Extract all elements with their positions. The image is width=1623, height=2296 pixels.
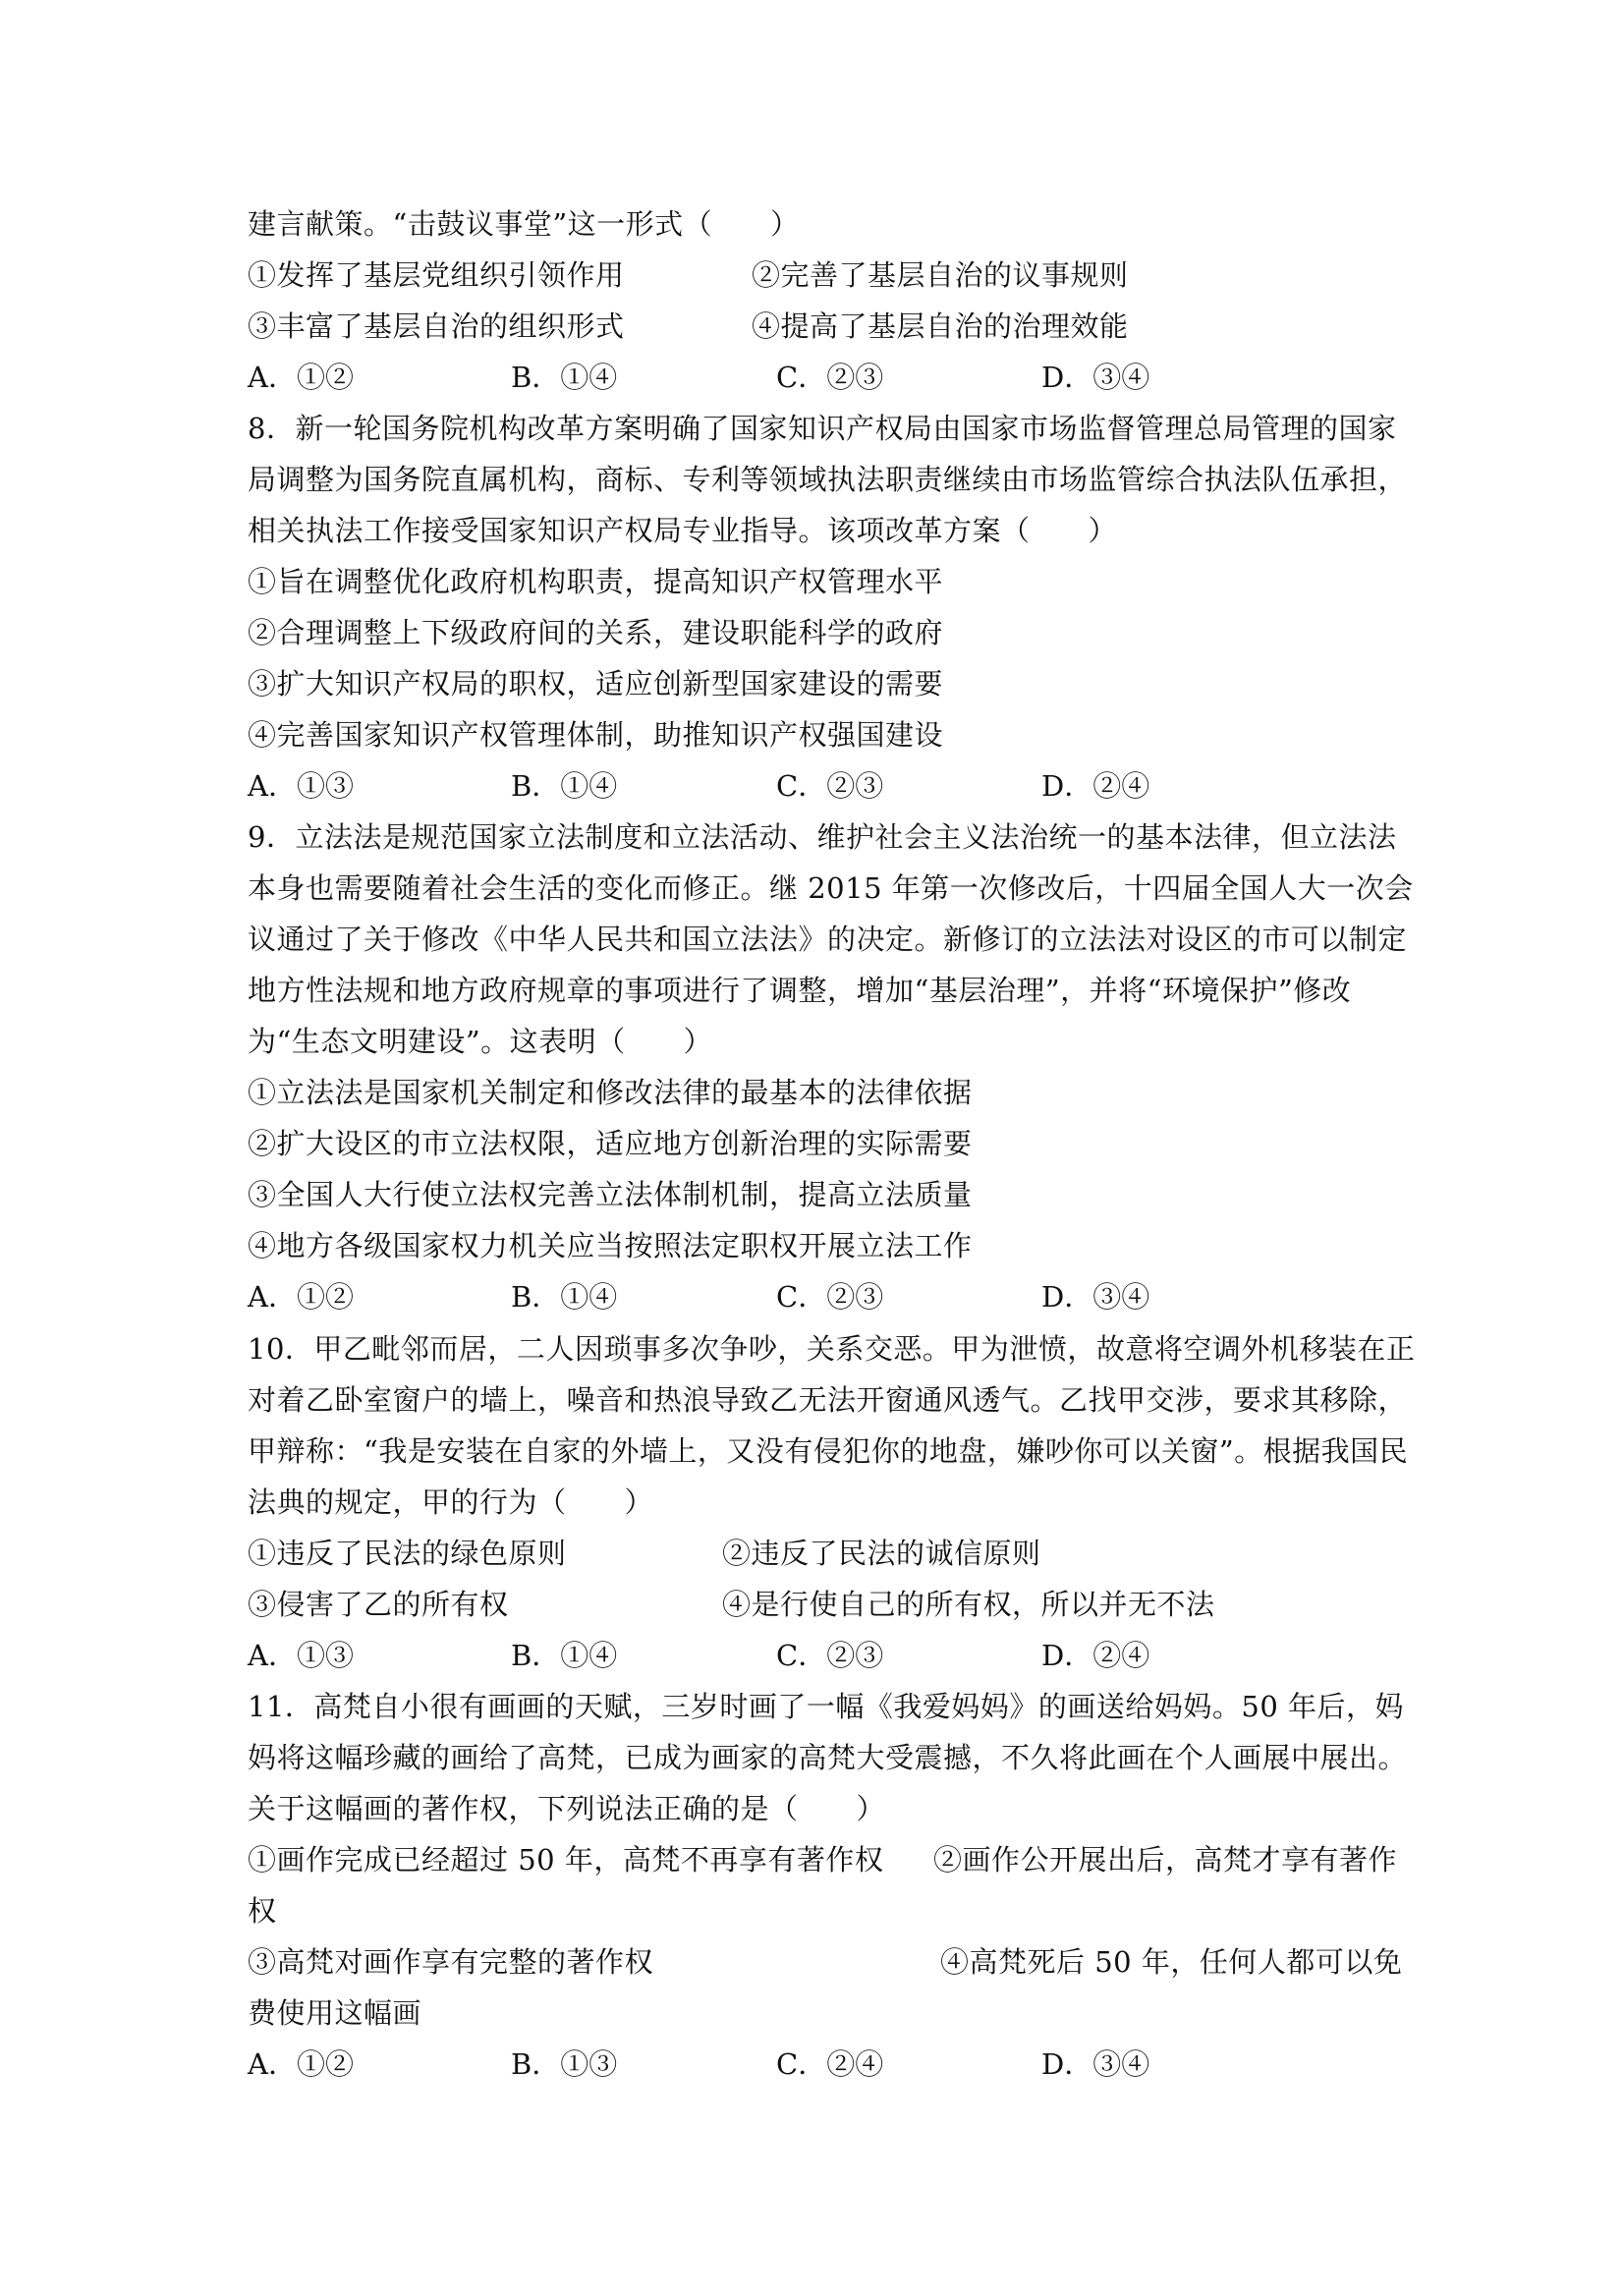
q11-statement-2-wrap: 权: [248, 1894, 277, 1928]
q8-stem-line-3: 相关执法工作接受国家知识产权局专业指导。该项改革方案（ ）: [248, 514, 1118, 547]
q8-stem-line-1: 8．新一轮国务院机构改革方案明确了国家知识产权局由国家市场监督管理总局管理的国家: [248, 412, 1397, 445]
q10-stem-line-1: 10．甲乙毗邻而居，二人因琐事多次争吵，关系交恶。甲为泄愤，故意将空调外机移装在正: [248, 1332, 1416, 1366]
q11-option-d: D．③④: [1041, 2047, 1150, 2081]
q9-stem-line-5: 为“生态文明建设”。这表明（ ）: [248, 1025, 713, 1058]
q9-statement-1: ①立法法是国家机关制定和修改法律的最基本的法律依据: [248, 1076, 973, 1109]
q7-option-a: A．①②: [248, 361, 354, 394]
q8-option-c: C．②③: [776, 769, 884, 803]
q8-option-b: B．①④: [511, 769, 618, 803]
q8-statement-3: ③扩大知识产权局的职权，适应创新型国家建设的需要: [248, 667, 944, 700]
q11-stem-line-3: 关于这幅画的著作权，下列说法正确的是（ ）: [248, 1792, 886, 1825]
q9-option-c: C．②③: [776, 1280, 884, 1314]
q7-option-d: D．③④: [1041, 361, 1150, 394]
q8-option-d: D．②④: [1041, 769, 1150, 803]
q11-statement-4-wrap: 费使用这幅画: [248, 1996, 422, 2030]
q9-statement-2: ②扩大设区的市立法权限，适应地方创新治理的实际需要: [248, 1127, 973, 1160]
q10-stem-line-3: 甲辩称：“我是安装在自家的外墙上，又没有侵犯你的地盘，嫌吵你可以关窗”。根据我国民: [248, 1434, 1409, 1468]
q11-option-b: B．①③: [511, 2047, 618, 2081]
q10-option-d: D．②④: [1041, 1639, 1150, 1672]
q9-statement-4: ④地方各级国家权力机关应当按照法定职权开展立法工作: [248, 1229, 973, 1262]
q7-option-b: B．①④: [511, 361, 618, 394]
q10-statement-3: ③侵害了乙的所有权: [248, 1588, 509, 1621]
q11-statement-2: ②画作公开展出后，高梵才享有著作: [933, 1843, 1398, 1876]
q11-statement-3: ③高梵对画作享有完整的著作权: [248, 1945, 654, 1979]
q9-stem-line-4: 地方性法规和地方政府规章的事项进行了调整，增加“基层治理”，并将“环境保护”修改: [248, 974, 1352, 1007]
q9-option-b: B．①④: [511, 1280, 618, 1314]
q11-statement-1: ①画作完成已经超过 50 年，高梵不再享有著作权: [248, 1843, 884, 1876]
q10-statement-2: ②违反了民法的诚信原则: [722, 1537, 1041, 1570]
q10-stem-line-2: 对着乙卧室窗户的墙上，噪音和热浪导致乙无法开窗通风透气。乙找甲交涉，要求其移除，: [248, 1383, 1408, 1417]
q10-statement-4: ④是行使自己的所有权，所以并无不法: [722, 1588, 1215, 1621]
q7-statement-1: ①发挥了基层党组织引领作用: [248, 258, 625, 292]
q11-option-c: C．②④: [776, 2047, 884, 2081]
q9-stem-line-3: 议通过了关于修改《中华人民共和国立法法》的决定。新修订的立法法对设区的市可以制定: [248, 923, 1408, 956]
q11-stem-line-2: 妈将这幅珍藏的画给了高梵，已成为画家的高梵大受震撼，不久将此画在个人画展中展出。: [248, 1741, 1408, 1774]
q7-statement-4: ④提高了基层自治的治理效能: [752, 309, 1129, 343]
q10-option-b: B．①④: [511, 1639, 618, 1672]
q10-statement-1: ①违反了民法的绿色原则: [248, 1537, 567, 1570]
q7-stem-end: 建言献策。“击鼓议事堂”这一形式（ ）: [248, 207, 800, 241]
q9-stem-line-2: 本身也需要随着社会生活的变化而修正。继 2015 年第一次修改后，十四届全国人大一次会: [248, 871, 1414, 905]
q8-option-a: A．①③: [248, 769, 354, 803]
q8-stem-line-2: 局调整为国务院直属机构，商标、专利等领域执法职责继续由市场监管综合执法队伍承担，: [248, 463, 1408, 496]
q8-statement-2: ②合理调整上下级政府间的关系，建设职能科学的政府: [248, 616, 944, 649]
q9-stem-line-1: 9．立法法是规范国家立法制度和立法活动、维护社会主义法治统一的基本法律，但立法法: [248, 820, 1397, 854]
q9-option-d: D．③④: [1041, 1280, 1150, 1314]
q10-option-a: A．①③: [248, 1639, 354, 1672]
q7-option-c: C．②③: [776, 361, 884, 394]
q11-stem-line-1: 11．高梵自小很有画画的天赋，三岁时画了一幅《我爱妈妈》的画送给妈妈。50 年后，妈: [248, 1690, 1405, 1723]
q8-statement-4: ④完善国家知识产权管理体制，助推知识产权强国建设: [248, 718, 944, 752]
q11-statement-4: ④高梵死后 50 年，任何人都可以免: [940, 1945, 1403, 1979]
q9-statement-3: ③全国人大行使立法权完善立法体制机制，提高立法质量: [248, 1178, 973, 1211]
q7-statement-2: ②完善了基层自治的议事规则: [752, 258, 1129, 292]
q9-option-a: A．①②: [248, 1280, 354, 1314]
q10-stem-line-4: 法典的规定，甲的行为（ ）: [248, 1485, 654, 1519]
q10-option-c: C．②③: [776, 1639, 884, 1672]
q7-statement-3: ③丰富了基层自治的组织形式: [248, 309, 625, 343]
q11-option-a: A．①②: [248, 2047, 354, 2081]
q8-statement-1: ①旨在调整优化政府机构职责，提高知识产权管理水平: [248, 565, 944, 598]
